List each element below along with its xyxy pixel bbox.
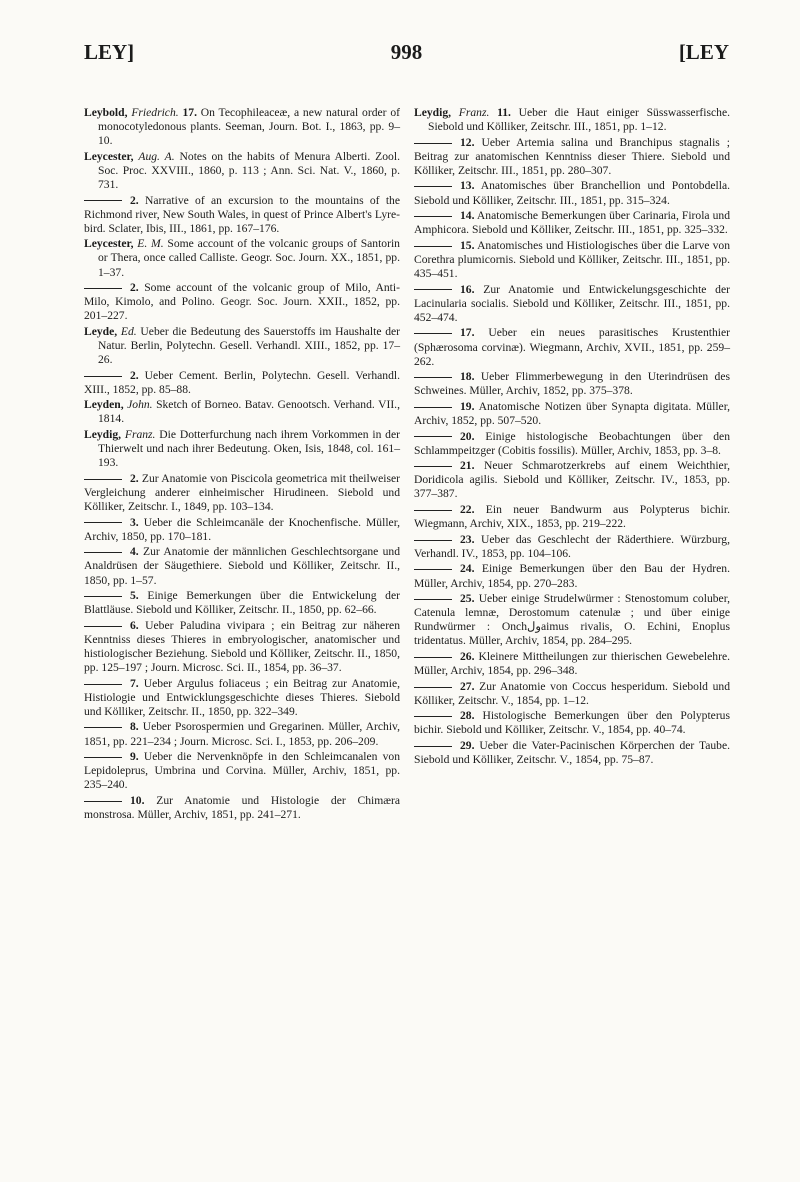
author-forename: Friedrich. — [131, 106, 179, 119]
entry-text: Zur Anatomie und Histologie der Chimæra monstrosa. Müller, Archiv, 1851, pp. 241–271. — [84, 793, 400, 821]
entry-text: Ueber die Nervenknöpfe in den Schleimcanalen von Lepidoleprus, Umbrina und Corvina. Müller, Archiv, 1851, pp. 235–240. — [84, 750, 400, 792]
bibliography-entry — [84, 369, 400, 397]
entry-text: Ueber Flimmerbewegung in den Uterindrüsen des Schweines. Müller, Archiv, 1852, pp. 375–378. — [414, 370, 730, 398]
entry-text: Zur Anatomie von Piscicola geometrica mit theilweiser Vergleichung anderer einheimischer Hirudineen. Siebold und Kölliker, Zeitschr. I., 1849, pp. 103–134. — [84, 471, 400, 514]
entry-number: 24. — [460, 562, 475, 576]
entry-number: 7. — [130, 676, 139, 690]
ditto-dash — [414, 746, 452, 747]
entry-number: 26. — [460, 649, 475, 663]
entry-number: 8. — [130, 720, 139, 734]
entry-number: 19. — [460, 399, 475, 413]
ditto-dash — [414, 143, 452, 144]
page-number: 998 — [390, 40, 423, 64]
right-column — [414, 106, 730, 769]
ditto-dash — [414, 540, 452, 541]
entry-number: 3. — [130, 515, 139, 529]
entry-number: 20. — [460, 429, 475, 443]
bibliography-entry — [414, 326, 730, 368]
entry-number: 12. — [460, 135, 475, 149]
bibliography-entry — [414, 179, 730, 207]
bibliography-entry — [84, 619, 400, 675]
entry-text: Zur Anatomie von Coccus hesperidum. Siebold und Kölliker, Zeitschr. V., 1854, pp. 1–12. — [414, 679, 730, 707]
bibliography-entry — [84, 794, 400, 822]
entry-text: Ueber die Schleimcanäle der Knochenfische. Müller, Archiv, 1850, pp. 170–181. — [84, 515, 400, 543]
bibliography-entry — [84, 545, 400, 587]
ditto-dash — [84, 596, 122, 597]
left-column — [84, 106, 400, 824]
ditto-dash — [414, 333, 452, 334]
bibliography-entry — [414, 459, 730, 501]
entry-text: Ueber die Bedeutung des Sauerstoffs im Haushalte der Natur. Berlin, Polytechn. Gesell. Verhandl. XIII., 1852, pp. 17–26. — [98, 324, 401, 367]
author-name: Leycester, — [84, 237, 134, 251]
bibliography-entry — [414, 650, 730, 678]
header-right: [LEY — [678, 40, 729, 64]
entry-number: 5. — [130, 589, 139, 603]
entry-number: 2. — [130, 281, 139, 295]
header-left: LEY] — [84, 40, 135, 64]
author-forename: Ed. — [120, 324, 137, 338]
ditto-dash — [414, 186, 452, 187]
ditto-dash — [414, 246, 452, 247]
entry-number: 2. — [130, 471, 139, 485]
bibliography-entry — [84, 281, 400, 323]
entry-text: Ueber Artemia salina und Branchipus stagnalis ; Beitrag zur anatomischen Kenntniss dieser Thiere. Siebold und Kölliker, Zeitschr. III., 1851, pp. 280–307. — [414, 135, 731, 177]
entry-number: 15. — [460, 238, 475, 252]
entry-number: 2. — [130, 193, 139, 207]
author-forename: John. — [127, 398, 153, 412]
bibliography-entry — [414, 562, 730, 590]
ditto-dash — [414, 716, 452, 717]
entry-text: Anatomische Notizen über Synapta digitata. Müller, Archiv, 1852, pp. 507–520. — [414, 399, 730, 427]
author-name: Leyden, — [84, 398, 124, 412]
entry-number: 10. — [130, 793, 145, 807]
bibliography-entry — [414, 533, 730, 561]
entry-text: Ueber Argulus foliaceus ; ein Beitrag zur Anatomie, Histiologie und Entwicklungsgeschichte dieses Thieres. Siebold und Kölliker, Zeitschr. II., 1850, pp. 322–349. — [84, 676, 400, 718]
entry-text: Narrative of an excursion to the mountains of the Richmond river, New South Wales, in quest of Prince Albert's Lyre-bird. Sclater, Ibis, III., 1861, pp. 167–176. — [84, 193, 400, 235]
bibliography-entry — [414, 739, 730, 767]
ditto-dash — [414, 657, 452, 658]
entry-number: 4. — [130, 545, 139, 559]
bibliography-entry — [84, 150, 400, 192]
entry-number: 9. — [130, 750, 139, 764]
bibliography-entry — [84, 720, 400, 748]
entry-number: 17. — [182, 106, 197, 119]
ditto-dash — [84, 522, 122, 523]
ditto-dash — [84, 801, 122, 802]
ditto-dash — [414, 687, 452, 688]
entry-number: 18. — [460, 370, 475, 384]
author-name: Leydig, — [84, 428, 122, 442]
ditto-dash — [414, 569, 452, 570]
entry-number: 14. — [460, 209, 475, 223]
bibliography-entry — [84, 398, 400, 426]
bibliography-entry — [84, 677, 400, 719]
bibliography-entry — [414, 106, 730, 134]
entry-text: Anatomische Bemerkungen über Carinaria, Firola und Amphicora. Siebold und Kölliker, Zeitschr. III., 1851, pp. 325–332. — [414, 209, 730, 237]
bibliography-entry — [414, 680, 730, 708]
author-name: Leycester, — [84, 149, 134, 163]
bibliography-entry — [84, 194, 400, 236]
entry-text: Ueber Cement. Berlin, Polytechn. Gesell. Verhandl. XIII., 1852, pp. 85–88. — [84, 368, 400, 396]
entry-text: Anatomisches über Branchellion und Pontobdella. Siebold und Kölliker, Zeitschr. III., 1851, pp. 315–324. — [414, 179, 730, 207]
ditto-dash — [84, 479, 122, 480]
entry-number: 13. — [460, 179, 475, 193]
bibliography-entry — [84, 428, 400, 470]
author-name: Leybold, — [84, 106, 128, 119]
page-header — [84, 40, 729, 70]
entry-text: On Tecophileaceæ, a new natural order of monocotyledonous plants. Seeman, Journ. Bot. I., 1863, pp. 9–10. — [98, 106, 400, 148]
bibliography-entry — [84, 472, 400, 514]
author-forename: Aug. A. — [138, 149, 175, 163]
bibliography-entry — [84, 589, 400, 617]
bibliography-entry — [414, 503, 730, 531]
ditto-dash — [414, 599, 452, 600]
bibliography-entry — [414, 400, 730, 428]
bibliography-entry — [84, 237, 400, 279]
entry-text: Histologische Bemerkungen über den Polypterus bichir. Siebold und Kölliker, Zeitschr. V., 1854, pp. 40–74. — [414, 709, 730, 737]
entry-text: Ueber einige Strudelwürmer : Stenostomum coluber, Catenula lemnæ, Derostomum catenulæ ; und über einige Rundwürmer : Onchولaimus rivalis, O. Echini, Enoplus tridentatus. Müller, Archiv, 1854, pp. 284–295. — [414, 592, 730, 648]
ditto-dash — [414, 466, 452, 467]
ditto-dash — [84, 626, 122, 627]
ditto-dash — [414, 436, 452, 437]
ditto-dash — [84, 376, 122, 377]
entry-text: Kleinere Mittheilungen zur thierischen Gewebelehre. Müller, Archiv, 1854, pp. 296–348. — [414, 649, 730, 678]
bibliography-entry — [414, 709, 730, 737]
author-name: Leydig, — [414, 106, 452, 119]
ditto-dash — [84, 552, 122, 553]
entry-number: 22. — [460, 503, 475, 517]
bibliography-entry — [414, 136, 730, 178]
ditto-dash — [84, 200, 122, 201]
bibliography-entry — [414, 370, 730, 398]
entry-number: 17. — [460, 326, 475, 340]
author-forename: Franz. — [124, 428, 156, 442]
bibliography-entry — [414, 430, 730, 458]
ditto-dash — [414, 216, 452, 217]
entry-text: Einige histologische Beobachtungen über den Schlammpeitzger (Cobitis fossilis). Müller, Archiv, 1853, pp. 3–8. — [414, 429, 730, 457]
bibliography-entry — [84, 106, 400, 148]
entry-number: 25. — [460, 592, 475, 606]
ditto-dash — [414, 407, 452, 408]
entry-text: Anatomisches und Histiologisches über die Larve von Corethra plumicornis. Siebold und Kölliker, Zeitschr. III., 1851, pp. 435–451. — [414, 238, 730, 281]
entry-number: 11. — [497, 106, 511, 119]
author-name: Leyde, — [84, 324, 118, 338]
bibliography-entry — [84, 325, 400, 367]
bibliography-entry — [414, 592, 730, 648]
entry-text: Ueber das Geschlecht der Räderthiere. Würzburg, Verhandl. IV., 1853, pp. 104–106. — [414, 532, 730, 560]
entry-text: Zur Anatomie der männlichen Geschlechtsorgane und Analdrüsen der Säugethiere. Siebold und Kölliker, Zeitschr. II., 1850, pp. 1–57. — [84, 545, 400, 587]
entry-number: 21. — [460, 459, 475, 473]
ditto-dash — [414, 377, 452, 378]
ditto-dash — [414, 289, 452, 290]
bibliography-entry — [414, 283, 730, 325]
ditto-dash — [84, 288, 122, 289]
entry-number: 29. — [460, 739, 475, 753]
ditto-dash — [84, 684, 122, 685]
entry-number: 16. — [460, 282, 475, 296]
ditto-dash — [84, 727, 122, 728]
entry-text: Ueber die Vater-Pacinischen Körperchen der Taube. Siebold und Kölliker, Zeitschr. V., 1854, pp. 75–87. — [414, 739, 730, 767]
author-forename: E. M. — [137, 237, 164, 251]
entry-number: 2. — [130, 368, 139, 382]
bibliography-entry — [84, 516, 400, 544]
entry-text: Sketch of Borneo. Batav. Genootsch. Verhand. VII., 1814. — [98, 398, 400, 426]
entry-text: Ueber ein neues parasitisches Krustenthier (Sphærosoma corvinæ). Wiegmann, Archiv, XVII., 1851, pp. 259–262. — [414, 326, 730, 368]
entry-text: Einige Bemerkungen über den Bau der Hydren. Müller, Archiv, 1854, pp. 270–283. — [414, 562, 730, 590]
ditto-dash — [414, 510, 452, 511]
entry-text: Neuer Schmarotzerkrebs auf einem Weichthier, Doridicola agilis. Siebold und Kölliker, Zeitschr. IV., 1853, pp. 377–387. — [414, 459, 730, 501]
entry-text: Ueber die Haut einiger Süsswasserfische. Siebold und Kölliker, Zeitschr. III., 1851, pp. 1–12. — [428, 106, 731, 134]
entry-text: Die Dotterfurchung nach ihrem Vorkommen in der Thierwelt und nach ihrer Bedeutung. Oken, Isis, 1848, col. 161–193. — [98, 428, 400, 470]
entry-text: Ueber Psorospermien und Gregarinen. Müller, Archiv, 1851, pp. 221–234 ; Journ. Microsc. Sci. I., 1853, pp. 206–209. — [84, 720, 400, 748]
entry-text: Ein neuer Bandwurm aus Polypterus bichir. Wiegmann, Archiv, XIX., 1853, pp. 219–222. — [414, 503, 730, 531]
bibliography-entry — [414, 239, 730, 281]
bibliography-entry — [414, 209, 730, 237]
entry-text: Einige Bemerkungen über die Entwickelung der Blattläuse. Siebold und Kölliker, Zeitschr. II., 1850, pp. 62–66. — [84, 589, 400, 617]
entry-number: 23. — [460, 532, 475, 546]
author-forename: Franz. — [458, 106, 490, 119]
entry-text: Ueber Paludina vivipara ; ein Beitrag zur näheren Kenntniss dieses Thieres in embryologischer, anatomischer und histiologischer Beziehung. Siebold und Kölliker, Zeitschr. II., 1850, pp. 125–197 ; Journ. Microsc. Sci. II., 1854, pp. 36–37. — [84, 618, 401, 675]
entry-number: 28. — [460, 709, 475, 723]
entry-number: 6. — [130, 618, 139, 632]
ditto-dash — [84, 757, 122, 758]
entry-text: Some account of the volcanic group of Milo, Anti-Milo, Kimolo, and Polino. Geogr. Soc. Journ. XXII., 1852, pp. 201–227. — [84, 281, 400, 323]
bibliography-entry — [84, 750, 400, 792]
entry-text: Zur Anatomie und Entwickelungsgeschichte der Lacinularia socialis. Siebold und Kölliker, Zeitschr. III., 1851, pp. 452–474. — [414, 282, 730, 324]
entry-text: Notes on the habits of Menura Alberti. Zool. Soc. Proc. XXVIII., 1860, p. 113 ; Ann. Sci. Nat. V., 1860, p. 731. — [98, 149, 400, 191]
entry-number: 27. — [460, 679, 475, 693]
entry-text: Some account of the volcanic groups of Santorin or Thera, once called Calliste. Geogr. Soc. Journ. XX., 1851, pp. 1–37. — [98, 237, 400, 279]
